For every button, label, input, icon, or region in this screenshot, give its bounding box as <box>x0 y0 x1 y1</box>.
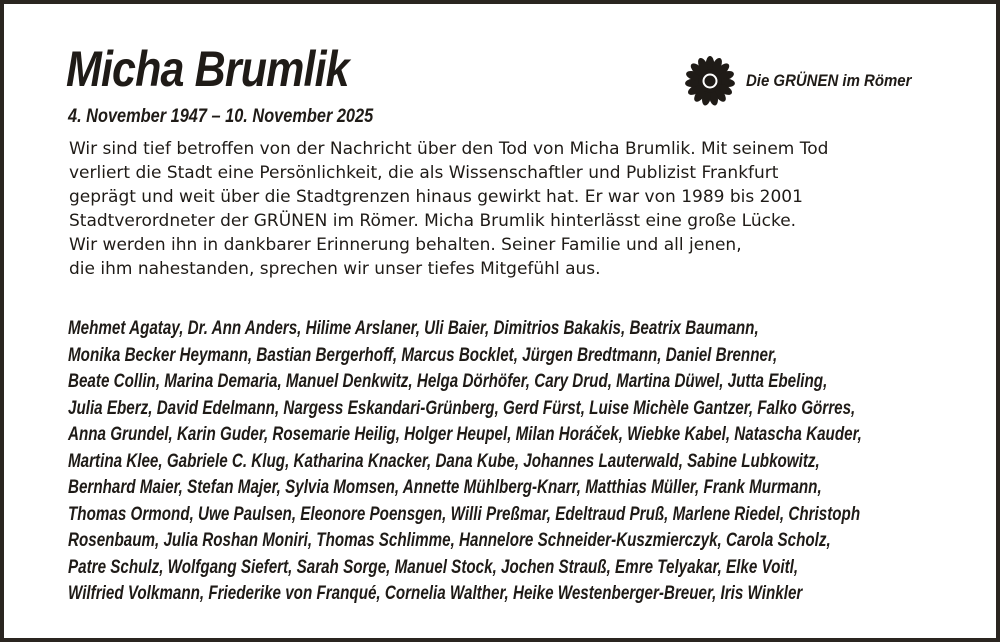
obituary-text-line: Stadtverordneter der GRÜNEN im Römer. Micha Brumlik hinterlässt eine große Lücke. <box>69 211 797 231</box>
life-dates: 4. November 1947 – 10. November 2025 <box>68 106 374 127</box>
signatory-line: Monika Becker Heymann, Bastian Bergerhoff, Marcus Bocklet, Jürgen Bredtmann, Daniel Brenner, <box>68 344 778 366</box>
signatory-line: Bernhard Maier, Stefan Majer, Sylvia Momsen, Annette Mühlberg-Knarr, Matthias Müller, Frank Murmann, <box>68 477 822 498</box>
obituary-text-line: geprägt und weit über die Stadtgrenzen hinaus gewirkt hat. Er war von 1989 bis 2001 <box>69 187 803 207</box>
signatory-list <box>68 316 968 608</box>
sunflower-icon <box>682 56 738 106</box>
signatory-line: Mehmet Agatay, Dr. Ann Anders, Hilime Arslaner, Uli Baier, Dimitrios Bakakis, Beatrix Baumann, <box>68 318 759 339</box>
deceased-name: Micha Brumlik <box>66 41 349 97</box>
party-name: Die GRÜNEN im Römer <box>746 71 912 90</box>
signatory-line: Martina Klee, Gabriele C. Klug, Katharina Knacker, Dana Kube, Johannes Lauterwald, Sabine Lubkowitz, <box>68 450 820 472</box>
obituary-text-line: Wir werden ihn in dankbarer Erinnerung behalten. Seiner Familie und all jenen, <box>69 235 742 255</box>
obituary-text-line: die ihm nahestanden, sprechen wir unser tiefes Mitgefühl aus. <box>69 259 601 279</box>
signatory-line: Rosenbaum, Julia Roshan Moniri, Thomas Schlimme, Hannelore Schneider-Kuszmierczyk, Carola Scholz, <box>68 530 831 551</box>
party-logo <box>682 56 934 106</box>
signatory-line: Beate Collin, Marina Demaria, Manuel Denkwitz, Helga Dörhöfer, Cary Drud, Martina Düwel, Jutta Ebeling, <box>68 371 828 392</box>
obituary-text <box>69 137 969 281</box>
signatory-line: Patre Schulz, Wolfgang Siefert, Sarah Sorge, Manuel Stock, Jochen Strauß, Emre Telyakar, Elke Voitl, <box>68 556 799 578</box>
obituary-text-line: verliert die Stadt eine Persönlichkeit, die als Wissenschaftler und Publizist Frankfurt <box>69 163 779 183</box>
signatory-line: Anna Grundel, Karin Guder, Rosemarie Heilig, Holger Heupel, Milan Horáček, Wiebke Kabel, Natascha Kauder, <box>68 424 862 445</box>
signatory-line: Wilfried Volkmann, Friederike von Franqué, Cornelia Walther, Heike Westenberger-Breuer, Iris Winkler <box>68 583 803 604</box>
signatory-line: Thomas Ormond, Uwe Paulsen, Eleonore Poensgen, Willi Preßmar, Edeltraud Pruß, Marlene Riedel, Christoph <box>68 503 861 525</box>
obituary-text-line: Wir sind tief betroffen von der Nachricht über den Tod von Micha Brumlik. Mit seinem Tod <box>69 139 829 159</box>
signatory-line: Julia Eberz, David Edelmann, Nargess Eskandari-Grünberg, Gerd Fürst, Luise Michèle Gantzer, Falko Görres, <box>68 397 856 419</box>
